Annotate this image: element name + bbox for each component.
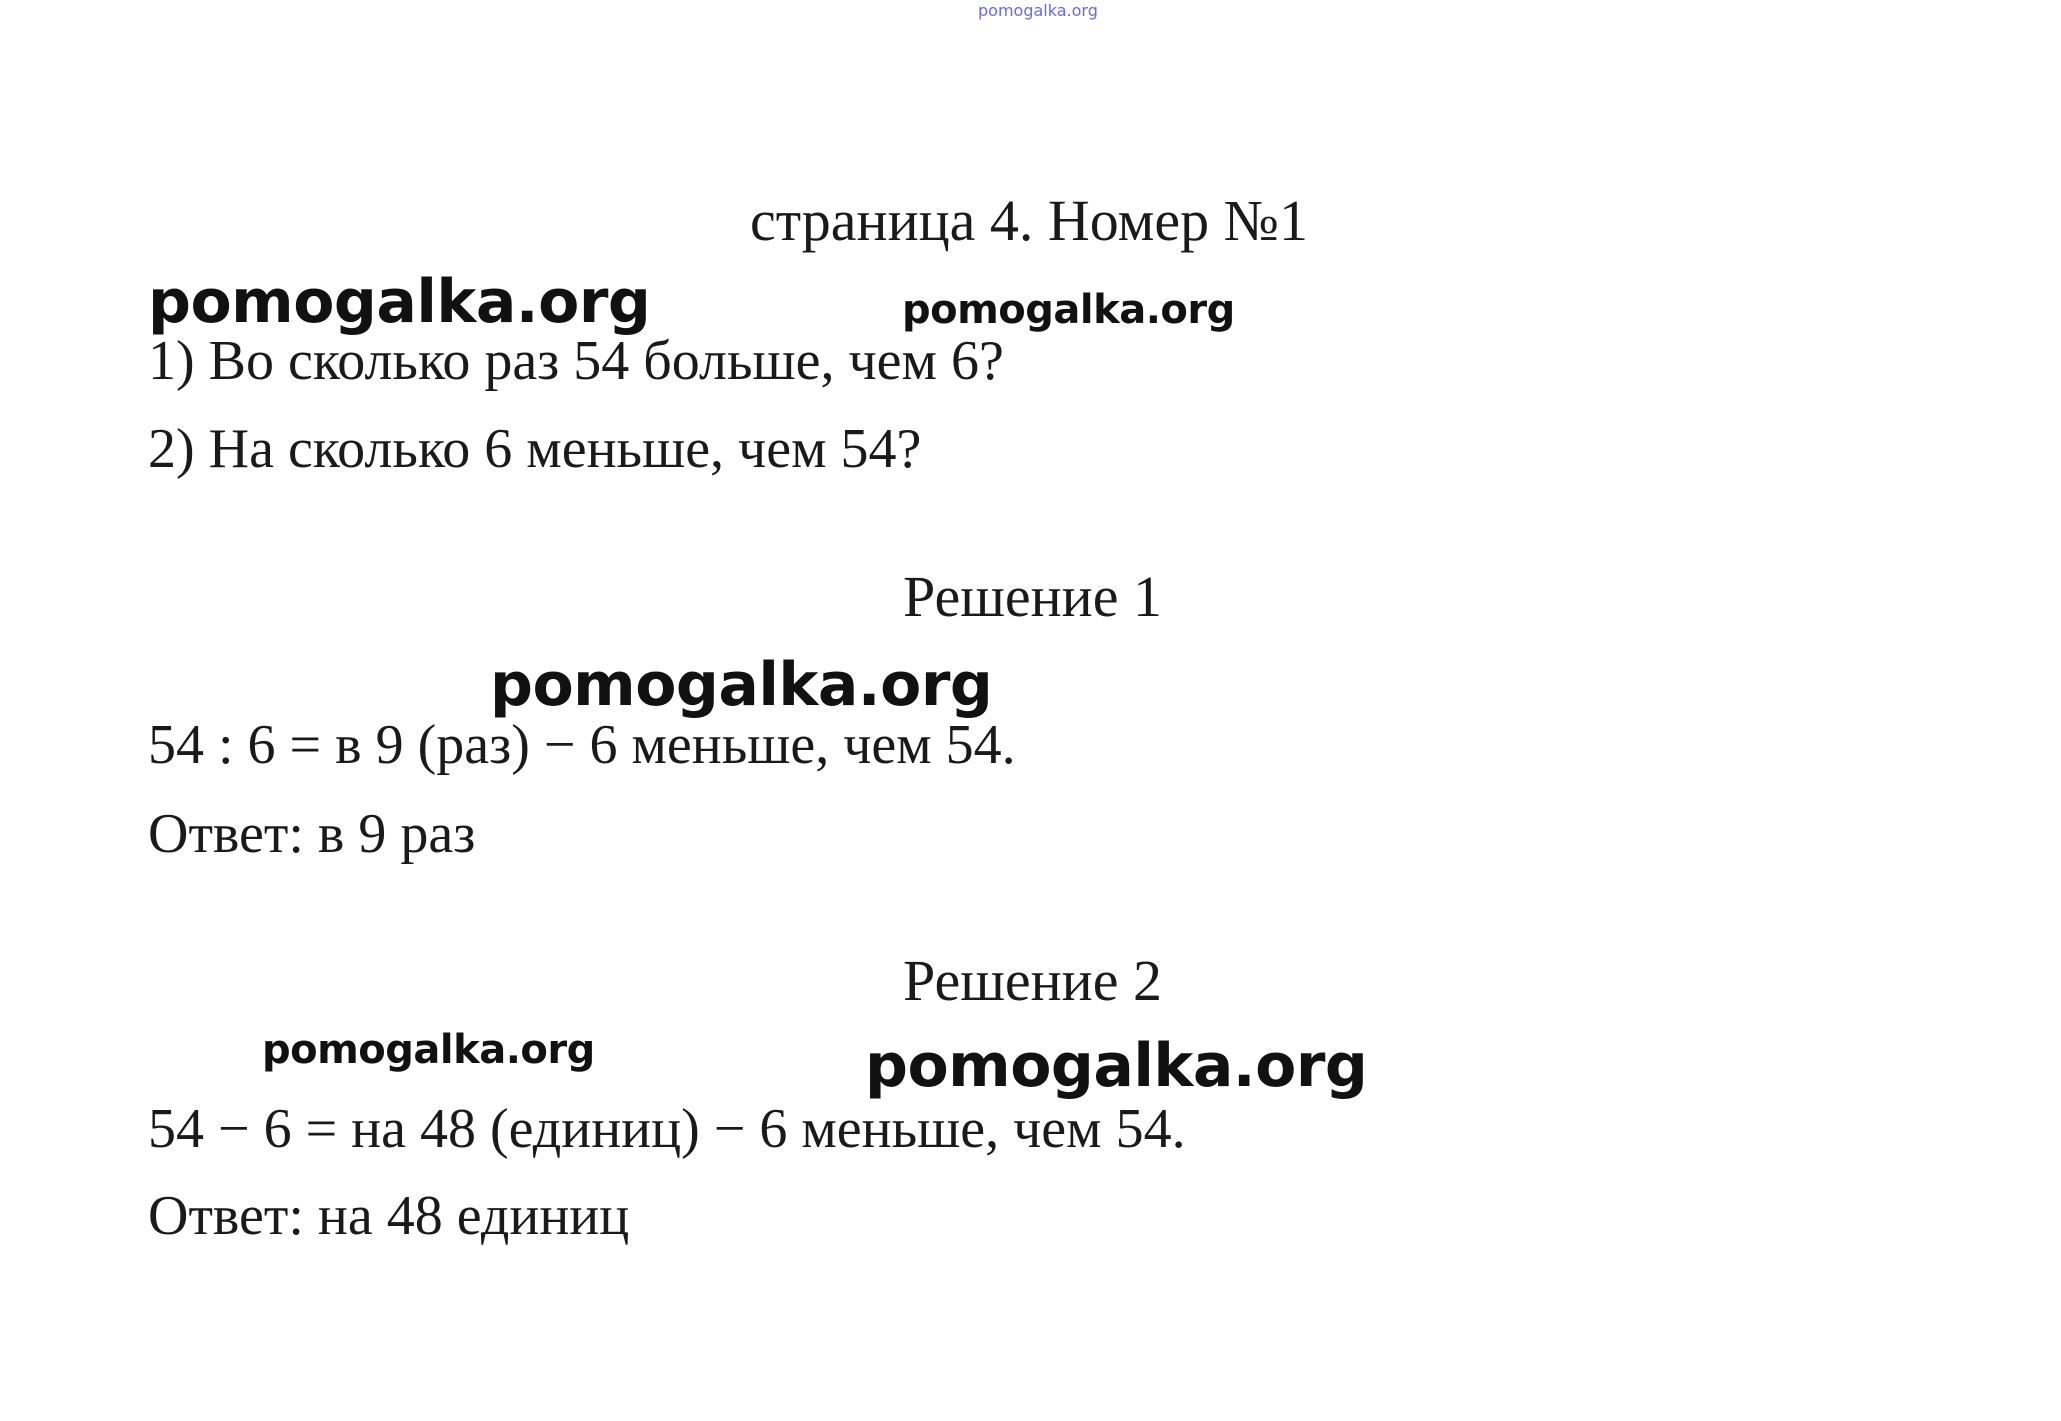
solution-1-expression: 54 : 6 = в 9 (раз) − 6 меньше, чем 54. (148, 714, 1016, 776)
watermark: pomogalka.org (262, 1027, 595, 1073)
watermark: pomogalka.org (490, 650, 993, 720)
solution-2-expression: 54 − 6 = на 48 (единиц) − 6 меньше, чем 54. (148, 1098, 1186, 1160)
question-1: 1) Во сколько раз 54 больше, чем 6? (148, 330, 1004, 392)
watermark: pomogalka.org (148, 267, 651, 337)
page-title: страница 4. Номер №1 (750, 188, 1308, 253)
solution-2-heading: Решение 2 (903, 948, 1162, 1013)
solution-2-answer: Ответ: на 48 единиц (148, 1185, 630, 1247)
watermark: pomogalka.org (865, 1031, 1368, 1101)
solution-1-heading: Решение 1 (903, 564, 1162, 629)
solution-1-answer: Ответ: в 9 раз (148, 803, 476, 865)
header-watermark-link[interactable]: pomogalka.org (978, 1, 1098, 20)
watermark: pomogalka.org (902, 287, 1235, 333)
question-2: 2) На сколько 6 меньше, чем 54? (148, 418, 922, 480)
